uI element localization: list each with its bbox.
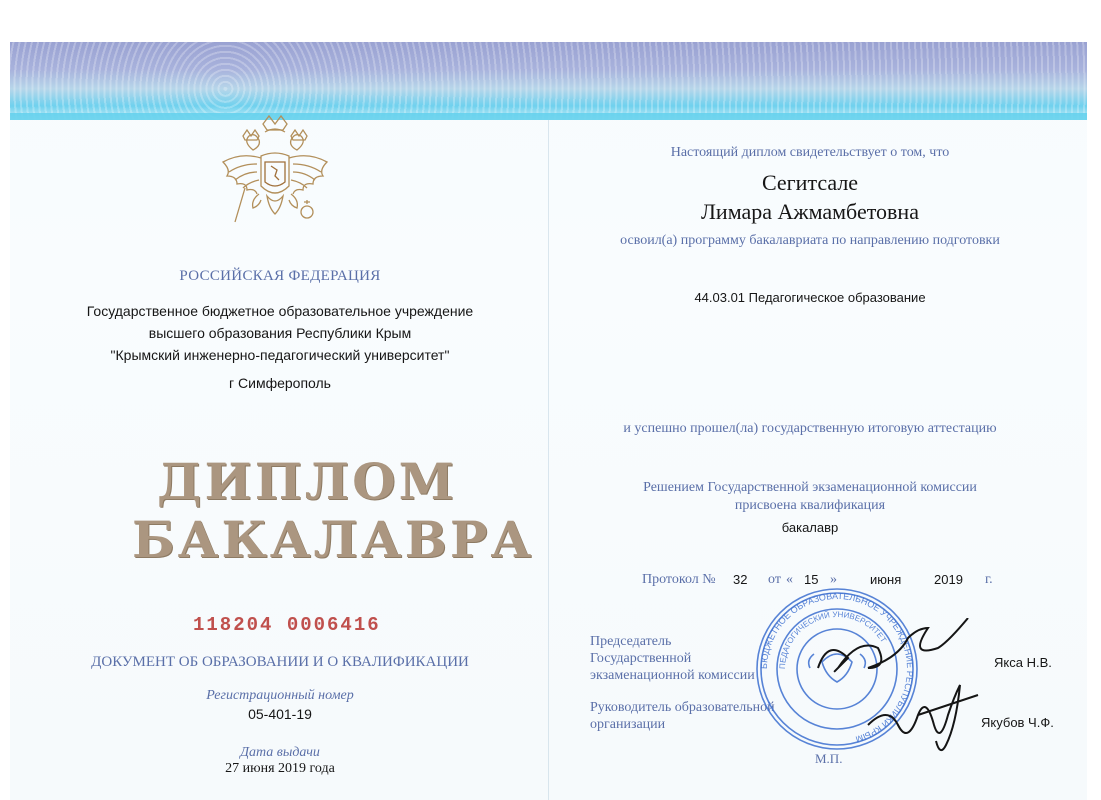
document-type-label: ДОКУМЕНТ ОБ ОБРАЗОВАНИИ И О КВАЛИФИКАЦИИ [91,654,469,670]
head-name: Якубов Ч.Ф. [981,715,1054,730]
blank-serial-number: 118204 0006416 [193,614,381,636]
year-suffix: г. [985,572,993,587]
protocol-from-label: от [768,572,781,587]
country-label: РОССИЙСКАЯ ФЕДЕРАЦИЯ [179,268,381,284]
quote-open: « [786,572,793,587]
attestation-statement: и успешно прошел(ла) государственную итоговую аттестацию [623,421,997,436]
protocol-day: 15 [804,572,819,587]
decision-line-1: Решением Государственной экзаменационной комиссии [643,480,977,495]
registration-number-value: 05-401-19 [248,706,312,722]
chair-name: Якса Н.В. [994,655,1052,670]
registration-number-label: Регистрационный номер [206,688,354,703]
header-guilloche-band [10,42,1087,120]
diploma-title-line-1: ДИПЛОМ [157,452,458,511]
program-name: 44.03.01 Педагогическое образование [694,290,926,305]
seal-outer-text: БЮДЖЕТНОЕ ОБРАЗОВАТЕЛЬНОЕ УЧРЕЖДЕНИЕ РЕСПУБЛИКИ КРЫМ [758,590,916,745]
protocol-number: 32 [733,572,748,587]
seal-inner-text: ПЕДАГОГИЧЕСКИЙ УНИВЕРСИТЕТ [777,609,889,670]
issue-date-value: 27 июня 2019 года [225,761,335,776]
header-cyan-stripe [10,113,1087,120]
graduate-name: Лимара Ажмамбетовна [701,199,919,224]
chair-title-line-1: Председатель [590,634,672,649]
protocol-month: июня [870,572,902,587]
decision-line-2: присвоена квалификация [734,498,886,513]
head-title-line-1: Руководитель образовательной [590,700,775,715]
institution-line-1: Государственное бюджетное образовательное учреждение [86,303,474,319]
head-title-line-2: организации [590,717,666,732]
institution-line-2: высшего образования Республики Крым [148,325,412,341]
issue-date-label: Дата выдачи [240,745,320,760]
graduate-surname: Сегитсале [761,170,859,195]
program-statement: освоил(а) программу бакалавриата по направлению подготовки [620,233,1000,248]
chair-title-line-2: Государственной [590,651,692,666]
head-signature-icon [858,675,988,775]
stamp-place-mark: М.П. [815,751,843,766]
quote-close: » [830,572,837,587]
qualification-value: бакалавр [781,520,839,535]
protocol-label: Протокол № [642,572,716,587]
coat-of-arms-icon [215,110,335,250]
diploma-title-line-2: БАКАЛАВРА [132,510,535,569]
certification-intro: Настоящий диплом свидетельствует о том, что [670,145,950,160]
city-label: г Симферополь [229,375,331,391]
protocol-year: 2019 [934,572,963,587]
chair-title-line-3: экзаменационной комиссии [590,668,755,683]
institution-line-3: "Крымский инженерно-педагогический университет" [110,347,450,363]
